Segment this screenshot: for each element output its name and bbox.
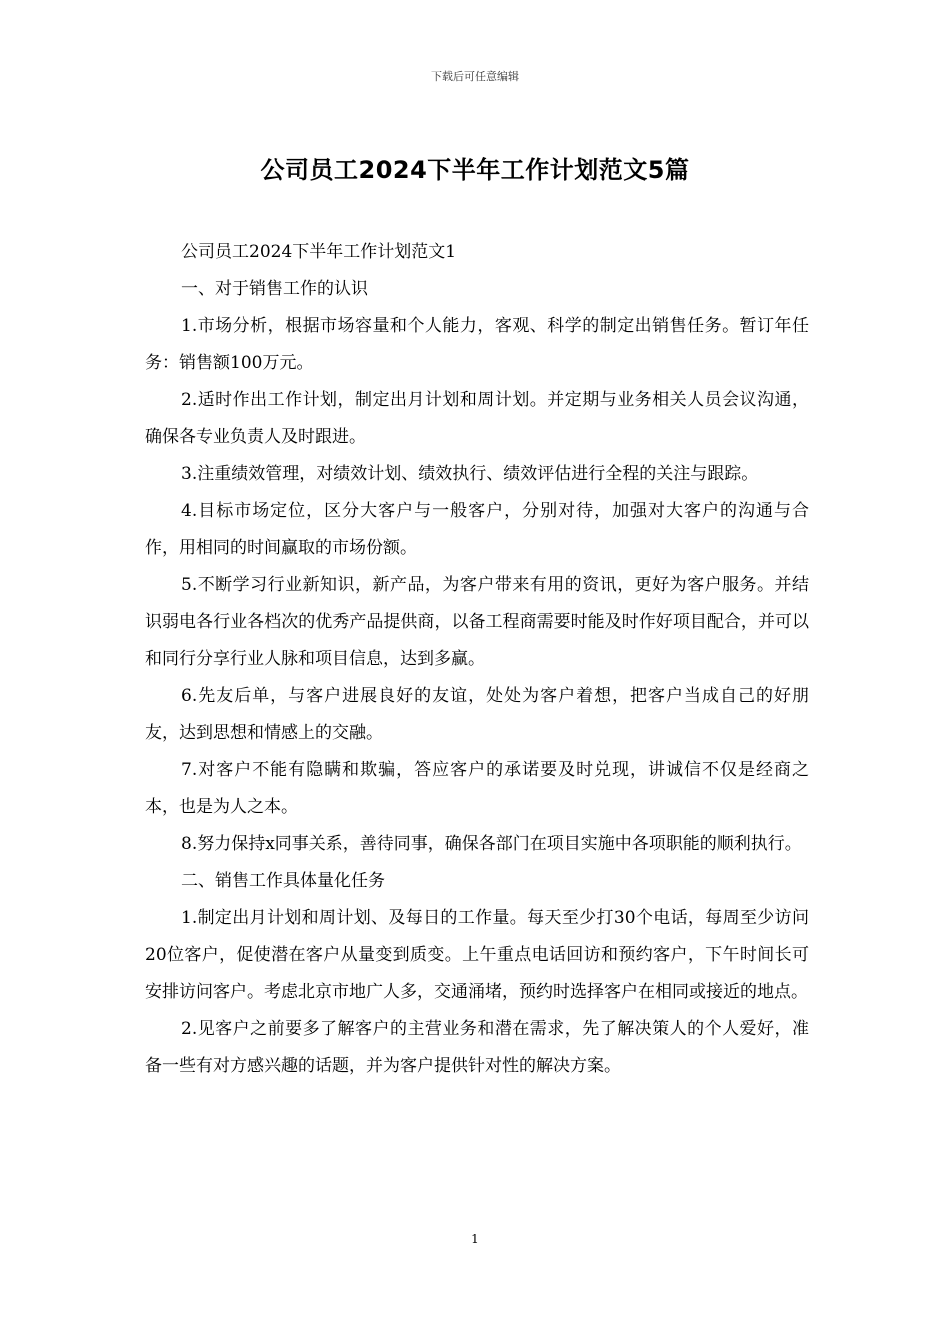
- section-heading-2: 二、销售工作具体量化任务: [181, 871, 385, 891]
- paragraph: 7.对客户不能有隐瞒和欺骗，答应客户的承诺要及时兑现，讲诚信不仅是经商之本，也是为人之本。: [145, 760, 809, 817]
- section-heading-1: 一、对于销售工作的认识: [181, 279, 368, 299]
- paragraph: 6.先友后单，与客户进展良好的友谊，处处为客户着想，把客户当成自己的好朋友，达到思想和情感上的交融。: [145, 686, 809, 743]
- paragraph: 2.见客户之前要多了解客户的主营业务和潜在需求，先了解决策人的个人爱好，准备一些有对方感兴趣的话题，并为客户提供针对性的解决方案。: [145, 1019, 809, 1076]
- paragraph: 5.不断学习行业新知识，新产品，为客户带来有用的资讯，更好为客户服务。并结识弱电各行业各档次的优秀产品提供商，以备工程商需要时能及时作好项目配合，并可以和同行分享行业人脉和项目信息，达到多赢。: [145, 575, 809, 669]
- paragraph: 1.市场分析，根据市场容量和个人能力，客观、科学的制定出销售任务。暂订年任务：销售额100万元。: [145, 316, 809, 373]
- paragraph: 3.注重绩效管理，对绩效计划、绩效执行、绩效评估进行全程的关注与跟踪。: [181, 464, 759, 484]
- paragraph: 8.努力保持x同事关系，善待同事，确保各部门在项目实施中各项职能的顺利执行。: [181, 834, 802, 854]
- document-title: 公司员工2024下半年工作计划范文5篇: [260, 156, 690, 184]
- page-number: 1: [471, 1232, 479, 1246]
- header-note: 下载后可任意编辑: [431, 70, 519, 83]
- paragraph: 2.适时作出工作计划，制定出月计划和周计划。并定期与业务相关人员会议沟通，确保各专业负责人及时跟进。: [145, 390, 809, 447]
- paragraph: 1.制定出月计划和周计划、及每日的工作量。每天至少打30个电话，每周至少访问20位客户，促使潜在客户从量变到质变。上午重点电话回访和预约客户，下午时间长可安排访问客户。考虑北京市地广人多，交通涌堵，预约时选择客户在相同或接近的地点。: [145, 908, 809, 1002]
- paragraph: 4.目标市场定位，区分大客户与一般客户，分别对待，加强对大客户的沟通与合作，用相同的时间赢取的市场份额。: [145, 501, 809, 558]
- document-body: [145, 234, 809, 1085]
- section-subtitle: 公司员工2024下半年工作计划范文1: [181, 242, 457, 262]
